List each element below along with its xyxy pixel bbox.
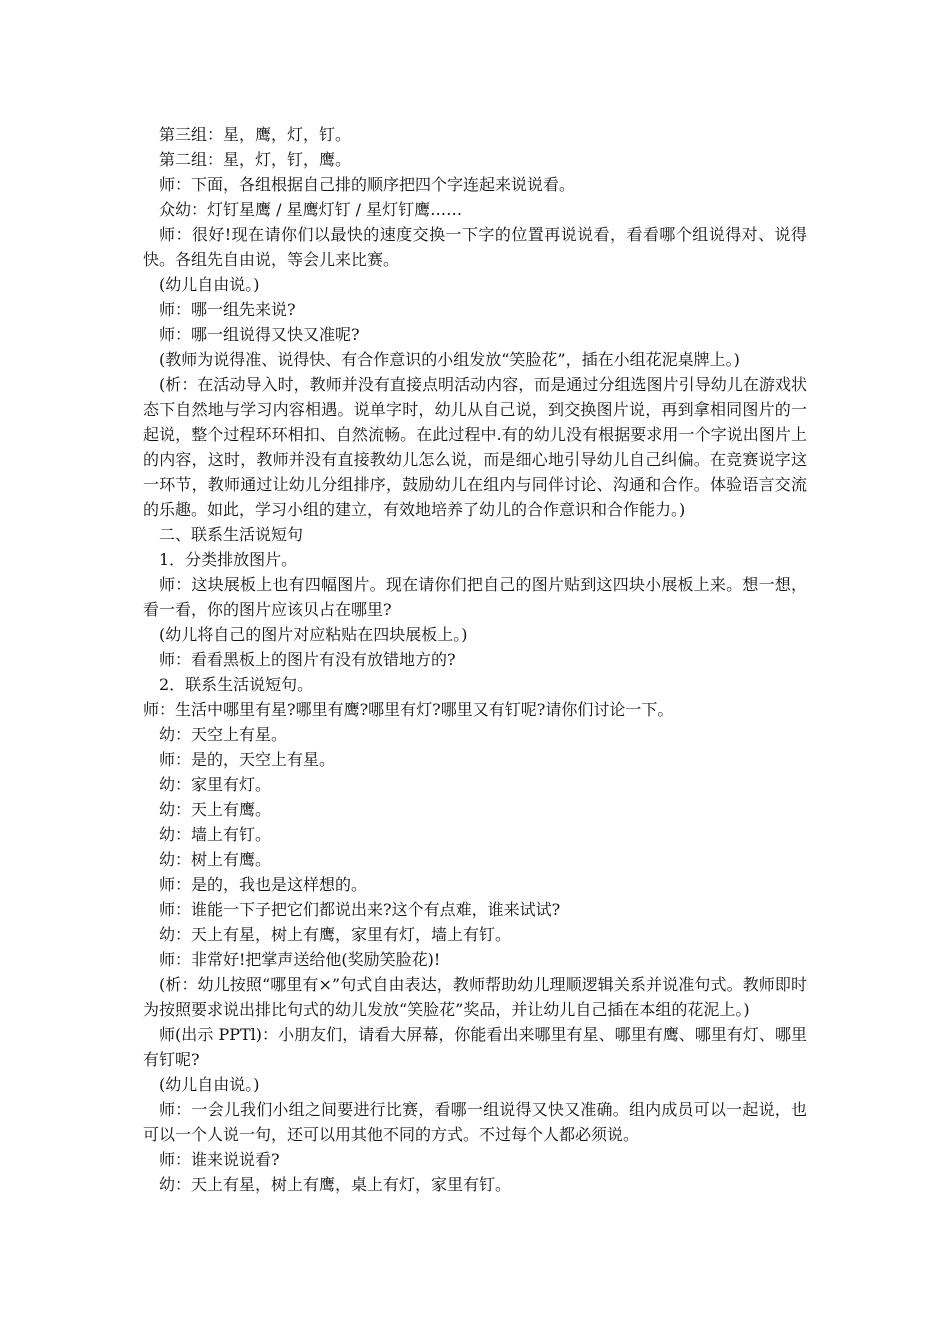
paragraph: 1．分类排放图片。 <box>159 550 298 569</box>
paragraph: 幼：天上有星，树上有鹰，家里有灯，墙上有钉。 <box>159 925 512 944</box>
paragraph: (析：幼儿按照“哪里有×”句式自由表达，教师帮助幼儿理顺逻辑关系并说准句式。教师即时为按照要求说出排比句式的幼儿发放“笑脸花”奖品，并让幼儿自己插在本组的花泥上。) <box>143 975 807 1019</box>
paragraph: 2．联系生活说短句。 <box>159 675 314 694</box>
paragraph: (幼儿自由说。) <box>159 275 260 294</box>
paragraph: 师：看看黑板上的图片有没有放错地方的? <box>159 650 456 669</box>
paragraph: 幼：天上有星，树上有鹰，桌上有灯，家里有钉。 <box>159 1175 512 1194</box>
paragraph: 师：哪一组先来说? <box>159 300 296 319</box>
paragraph: (幼儿将自己的图片对应粘贴在四块展板上。) <box>159 625 468 644</box>
paragraph: 第三组：星，鹰，灯，钉。 <box>159 125 352 144</box>
paragraph: (教师为说得准、说得快、有合作意识的小组发放“笑脸花”，插在小组花泥桌牌上。) <box>159 350 740 369</box>
paragraph: 幼：树上有鹰。 <box>159 850 272 869</box>
paragraph: 幼：家里有灯。 <box>159 775 272 794</box>
paragraph: 师：谁来说说看? <box>159 1150 280 1169</box>
paragraph: 二、联系生活说短句 <box>159 525 304 544</box>
paragraph: 师：是的，我也是这样想的。 <box>159 875 368 894</box>
paragraph: 师(出示 PPTl)：小朋友们，请看大屏幕，你能看出来哪里有星、哪里有鹰、哪里有灯、哪里有钉呢? <box>143 1025 807 1069</box>
paragraph: 师：一会儿我们小组之间要进行比赛，看哪一组说得又快又准确。组内成员可以一起说，也可以一个人说一句，还可以用其他不同的方式。不过每个人都必须说。 <box>143 1100 807 1144</box>
paragraph: 师：哪一组说得又快又准呢? <box>159 325 360 344</box>
paragraph: (析：在活动导入时，教师并没有直接点明活动内容，而是通过分组选图片引导幼儿在游戏状态下自然地与学习内容相遇。说单字时，幼儿从自己说，到交换图片说，再到拿相同图片的一起说，整个过程环环相扣、自然流畅。在此过程中.有的幼儿没有根据要求用一个字说出图片上的内容，这时，教师并没有直接教幼儿怎么说，而是细心地引导幼儿自己纠偏。在竞赛说字这一环节，教师通过让幼儿分组排序，鼓励幼儿在组内与同伴讨论、沟通和合作。体验语言交流的乐趣。如此，学习小组的建立，有效地培养了幼儿的合作意识和合作能力。) <box>143 375 807 519</box>
document-body <box>143 122 807 1197</box>
paragraph: 师：下面，各组根据自己排的顺序把四个字连起来说说看。 <box>159 175 576 194</box>
paragraph: 幼：天空上有星。 <box>159 725 288 744</box>
paragraph: 师：这块展板上也有四幅图片。现在请你们把自己的图片贴到这四块小展板上来。想一想，看一看，你的图片应该贝占在哪里? <box>143 575 807 619</box>
paragraph: 师：很好!现在请你们以最快的速度交换一下字的位置再说说看，看看哪个组说得对、说得快。各组先自由说，等会儿来比赛。 <box>143 225 807 269</box>
paragraph: 众幼：灯钉星鹰 / 星鹰灯钉 / 星灯钉鹰…… <box>159 200 463 219</box>
paragraph: 师：生活中哪里有星?哪里有鹰?哪里有灯?哪里又有钉呢?请你们讨论一下。 <box>143 700 674 719</box>
paragraph: 第二组：星，灯，钉，鹰。 <box>159 150 352 169</box>
paragraph: 师：非常好!把掌声送给他(奖励笑脸花)! <box>159 950 441 969</box>
paragraph: 师：是的，天空上有星。 <box>159 750 336 769</box>
paragraph: 幼：墙上有钉。 <box>159 825 272 844</box>
paragraph: 师：谁能一下子把它们都说出来?这个有点难，谁来试试? <box>159 900 561 919</box>
paragraph: (幼儿自由说。) <box>159 1075 260 1094</box>
paragraph: 幼：天上有鹰。 <box>159 800 272 819</box>
